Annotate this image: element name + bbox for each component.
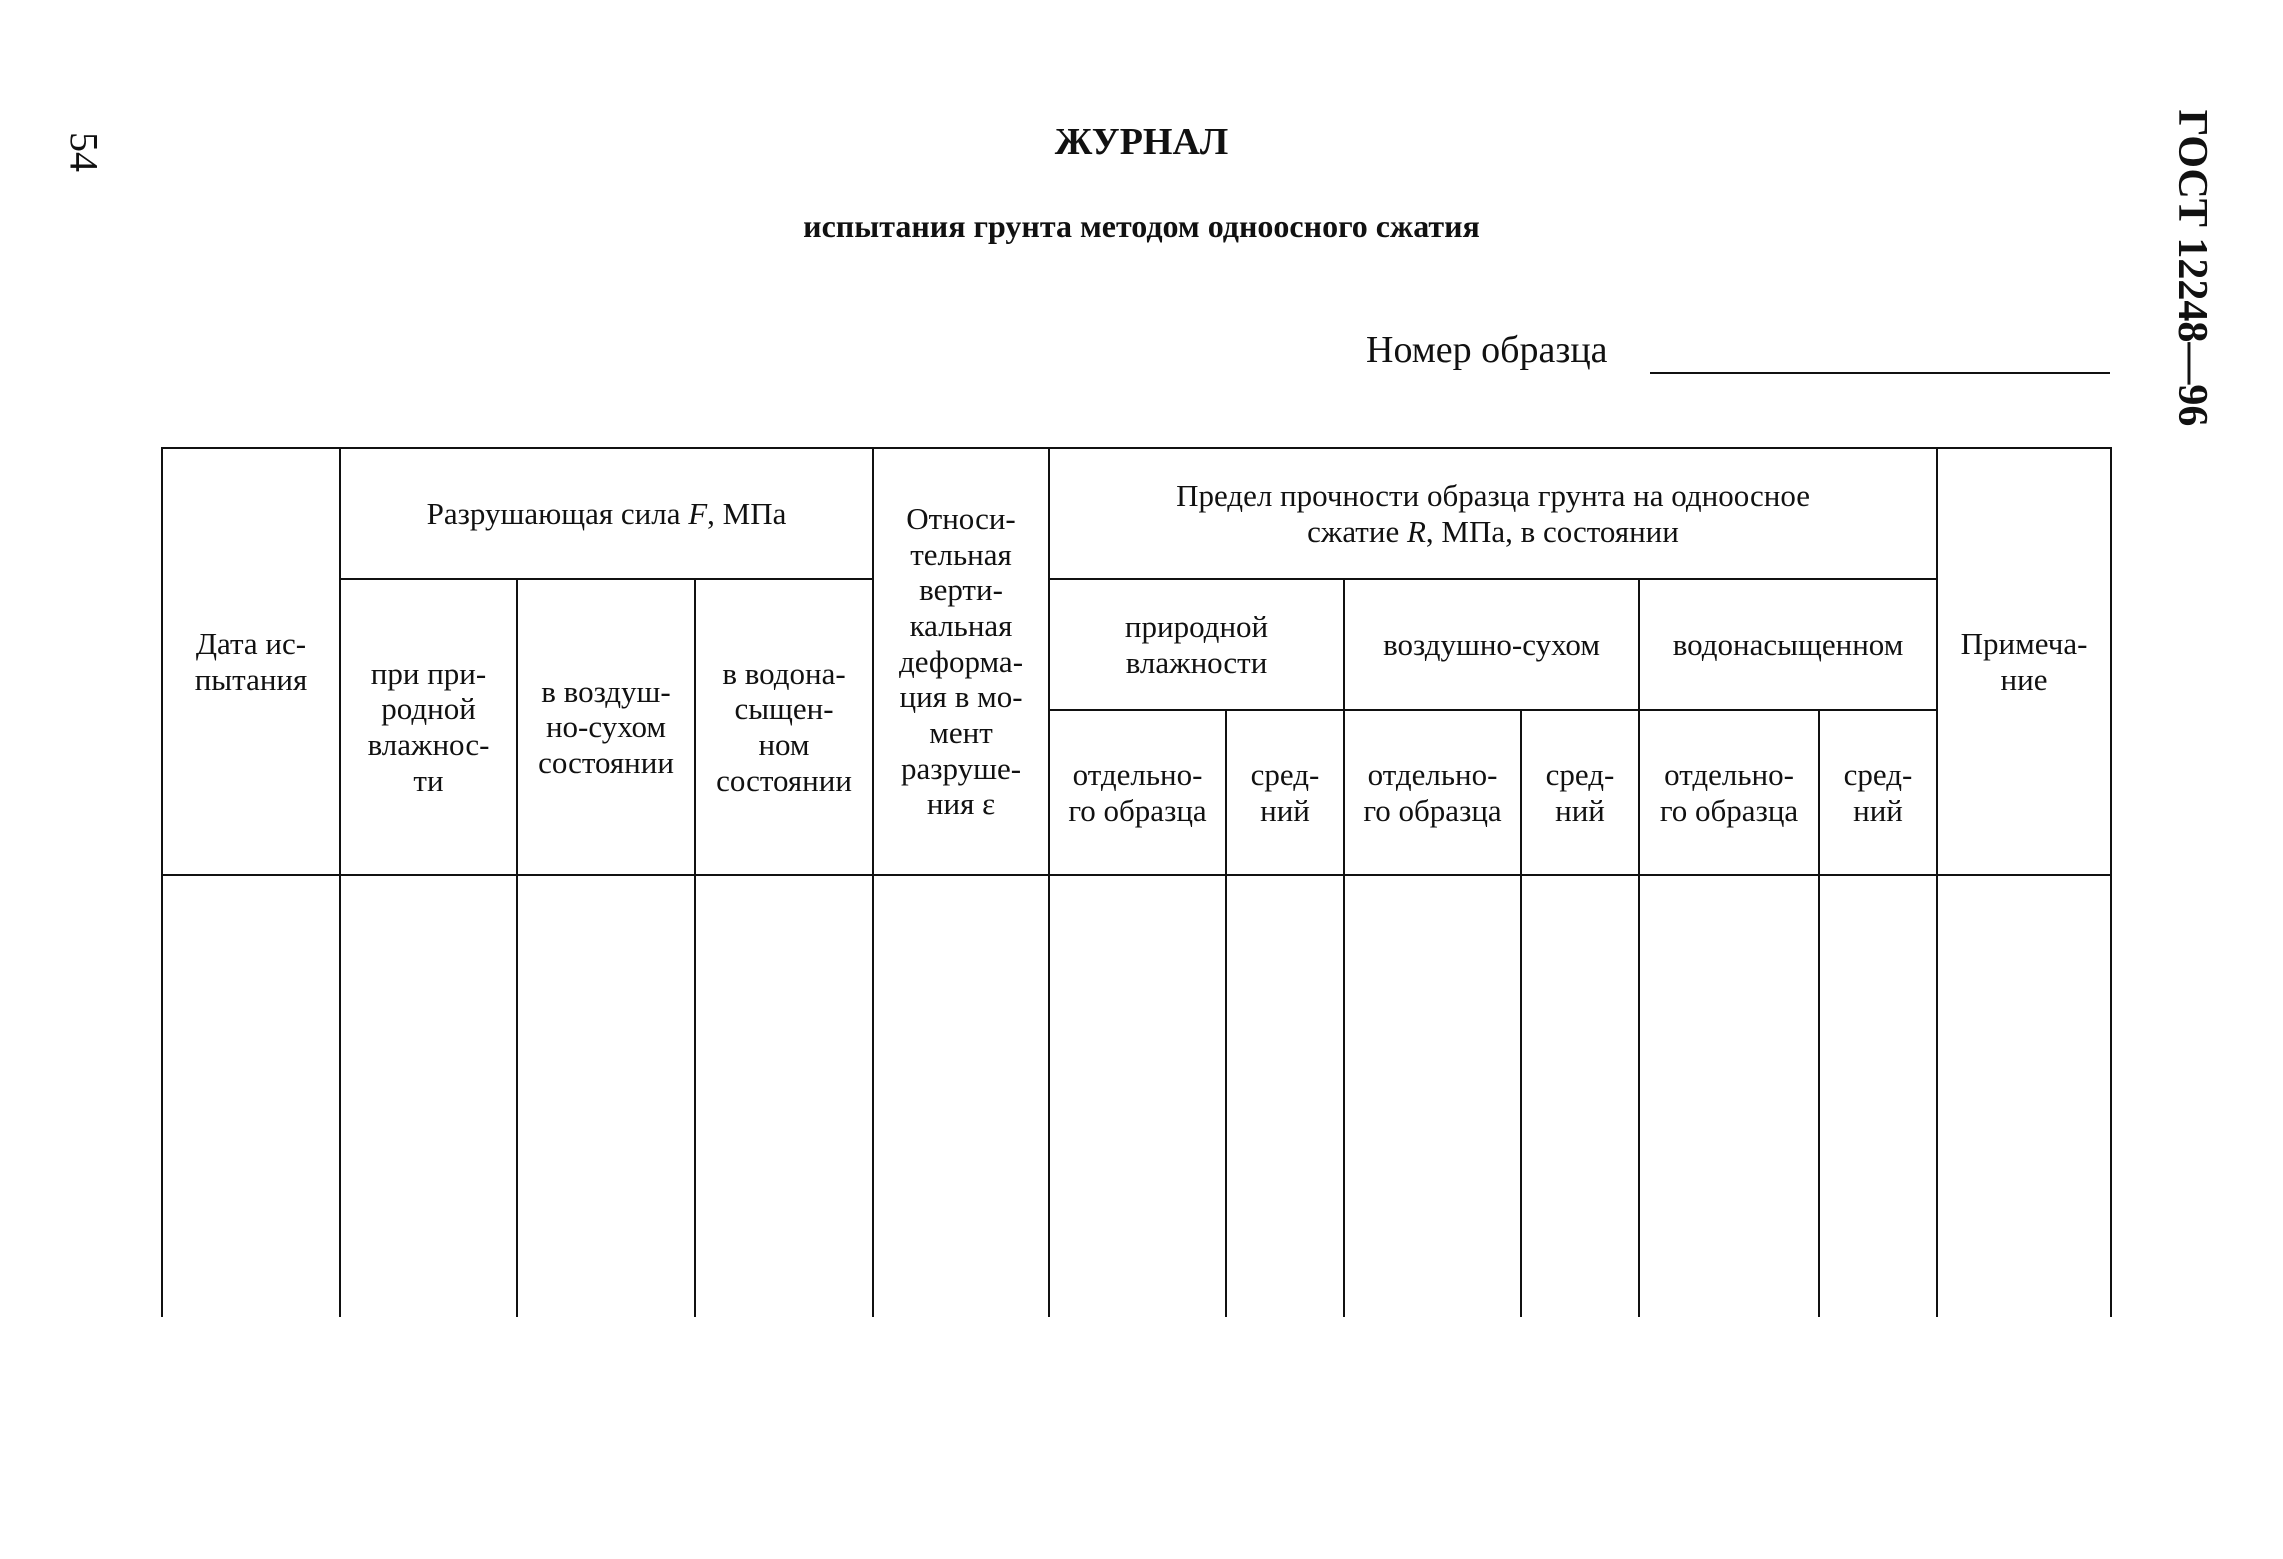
header-force-water-saturated — [695, 579, 873, 875]
document-subtitle: испытания грунта методом одноосного сжатия — [803, 208, 1480, 244]
header-strength-water-saturated-label: водонасыщенном — [1672, 626, 1904, 662]
header-air-dry-average — [1521, 710, 1639, 875]
header-force-air-dry-label: в воздуш- но-сухом состоянии — [538, 673, 674, 780]
header-compressive-strength-text: Предел прочности образца грунта на одноосное сжатие — [1176, 477, 1810, 549]
entry-cell-air-dry-individual[interactable] — [1344, 875, 1521, 1317]
header-strength-air-dry-label: воздушно-сухом — [1383, 626, 1600, 662]
header-compressive-strength-unit: , МПа, в состоянии — [1425, 513, 1679, 549]
header-force-natural-moisture — [340, 579, 517, 875]
entry-cell-saturated-average[interactable] — [1819, 875, 1937, 1317]
entry-cell-air-dry-average[interactable] — [1521, 875, 1639, 1317]
sample-number-field[interactable] — [1650, 372, 2110, 374]
header-natural-individual-sample — [1049, 710, 1226, 875]
page-number: 54 — [61, 132, 107, 172]
entry-cell-natural-individual[interactable] — [1049, 875, 1226, 1317]
header-strength-water-saturated — [1639, 579, 1937, 710]
entry-cell-saturated-individual[interactable] — [1639, 875, 1819, 1317]
header-note — [1937, 448, 2111, 875]
header-strength-natural-moisture-label: природной влажности — [1124, 608, 1269, 680]
header-force-natural-moisture-label: при при- родной влажнос- ти — [367, 655, 490, 798]
header-force-air-dry — [517, 579, 695, 875]
document-title: ЖУРНАЛ — [1054, 121, 1229, 163]
header-breaking-force — [340, 448, 873, 579]
header-breaking-force-text: Разрушающая сила — [426, 495, 689, 531]
test-journal-table — [161, 447, 2112, 1317]
header-force-water-saturated-label: в водона- сыщен- ном состоянии — [716, 655, 852, 798]
entry-cell-force-air-dry[interactable] — [517, 875, 695, 1317]
sample-number-label: Номер образца — [1366, 329, 1608, 371]
header-natural-individual-sample-label: отдельно- го образца — [1068, 756, 1207, 828]
header-strength-natural-moisture — [1049, 579, 1344, 710]
header-breaking-force-unit: , МПа — [707, 495, 787, 531]
header-saturated-average — [1819, 710, 1937, 875]
header-natural-average-label: сред- ний — [1250, 756, 1320, 828]
entry-cell-force-natural[interactable] — [340, 875, 517, 1317]
header-saturated-individual-sample — [1639, 710, 1819, 875]
header-air-dry-average-label: сред- ний — [1545, 756, 1615, 828]
standard-code: ГОСТ 12248—96 — [2169, 109, 2215, 427]
header-saturated-individual-sample-label: отдельно- го образца — [1659, 756, 1799, 828]
header-compressive-strength — [1049, 448, 1937, 579]
header-compressive-strength-symbol: R — [1406, 513, 1426, 549]
entry-cell-natural-average[interactable] — [1226, 875, 1344, 1317]
entry-cell-force-saturated[interactable] — [695, 875, 873, 1317]
header-note-label: Примеча- ние — [1960, 625, 2088, 697]
entry-cell-date[interactable] — [162, 875, 340, 1317]
header-air-dry-individual-sample-label: отдельно- го образца — [1363, 756, 1502, 828]
header-saturated-average-label: сред- ний — [1843, 756, 1913, 828]
header-relative-deformation-label: Относи- тельная верти- кальная деформа- ция в мо- мент разруше- ния ε — [899, 501, 1024, 822]
header-date-of-test-label: Дата ис- пытания — [194, 625, 308, 697]
header-natural-average — [1226, 710, 1344, 875]
header-date-of-test — [162, 448, 340, 875]
entry-cell-note[interactable] — [1937, 875, 2111, 1317]
header-breaking-force-symbol: F — [688, 495, 708, 531]
header-relative-deformation — [873, 448, 1049, 875]
entry-cell-deformation[interactable] — [873, 875, 1049, 1317]
header-air-dry-individual-sample — [1344, 710, 1521, 875]
header-strength-air-dry — [1344, 579, 1639, 710]
